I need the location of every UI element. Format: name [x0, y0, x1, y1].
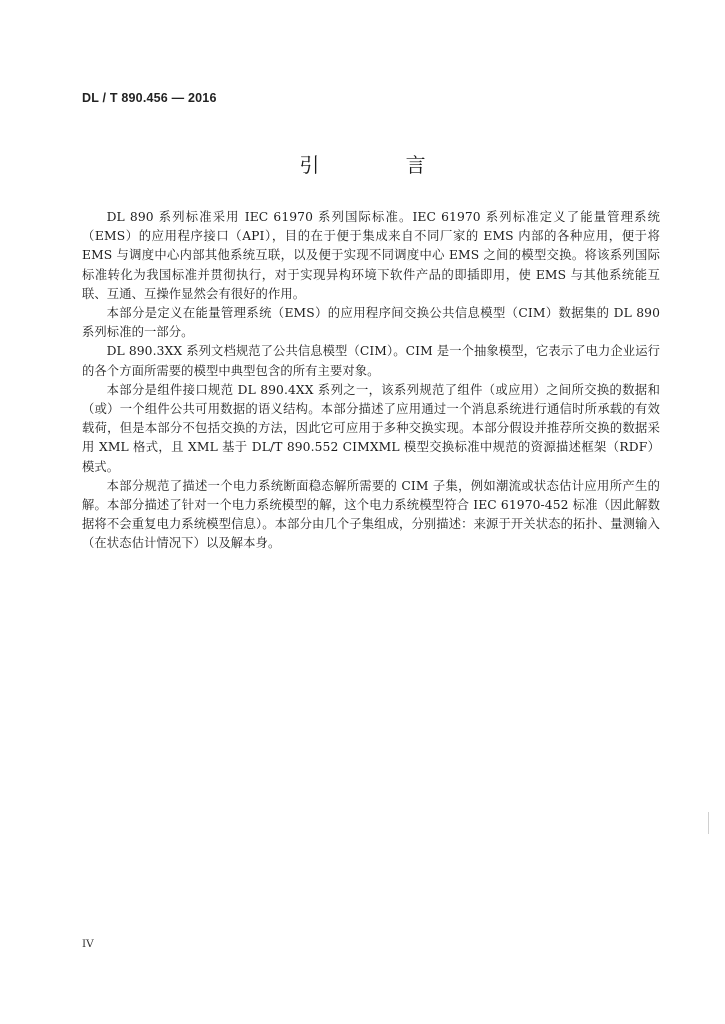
- paragraph: 本部分是组件接口规范 DL 890.4XX 系列之一，该系列规范了组件（或应用）之间所交换的数据和（或）一个组件公共可用数据的语义结构。本部分描述了应用通过一个消息系统进行通信时所承载的有效载荷，但是本部分不包括交换的方法，因此它可应用于多种交换实现。本部分假设并推荐所交换的数据采用 XML 格式，且 XML 基于 DL/T 890.552 CIMXML 模型交换标准中规范的资源描述框架（RDF）模式。: [82, 382, 660, 474]
- paragraph: 本部分规范了描述一个电力系统断面稳态解所需要的 CIM 子集，例如潮流或状态估计应用所产生的解。本部分描述了针对一个电力系统模型的解，这个电力系统模型符合 IEC 61970-452 标准（因此解数据将不会重复电力系统模型信息）。本部分由几个子集组成，分别描述：来源于开关状态的拓扑、量测输入（在状态估计情况下）以及解本身。: [82, 478, 660, 551]
- paragraph: 本部分是定义在能量管理系统（EMS）的应用程序间交换公共信息模型（CIM）数据集的 DL 890 系列标准的一部分。: [82, 306, 660, 340]
- page-number: IV: [82, 938, 94, 950]
- introduction-body: [82, 208, 660, 554]
- paragraph: DL 890.3XX 系列文档规范了公共信息模型（CIM）。CIM 是一个抽象模型，它表示了电力企业运行的各个方面所需要的模型中典型包含的所有主要对象。: [82, 344, 660, 378]
- paragraph: DL 890 系列标准采用 IEC 61970 系列国际标准。IEC 61970 系列标准定义了能量管理系统（EMS）的应用程序接口（API），目的在于便于集成来自不同厂家的 EMS 内部的各种应用，便于将 EMS 与调度中心内部其他系统互联，以及便于实现不同调度中心 EMS 之间的模型交换。将该系列国际标准转化为我国标准并贯彻执行，对于实现异构环境下软件产品的即插即用，使 EMS 与其他系统能互联、互通、互操作显然会有很好的作用。: [82, 210, 660, 301]
- document-code: DL / T 890.456 — 2016: [82, 91, 217, 105]
- page-title: 引 言: [299, 153, 466, 177]
- scan-artifact: [708, 812, 709, 834]
